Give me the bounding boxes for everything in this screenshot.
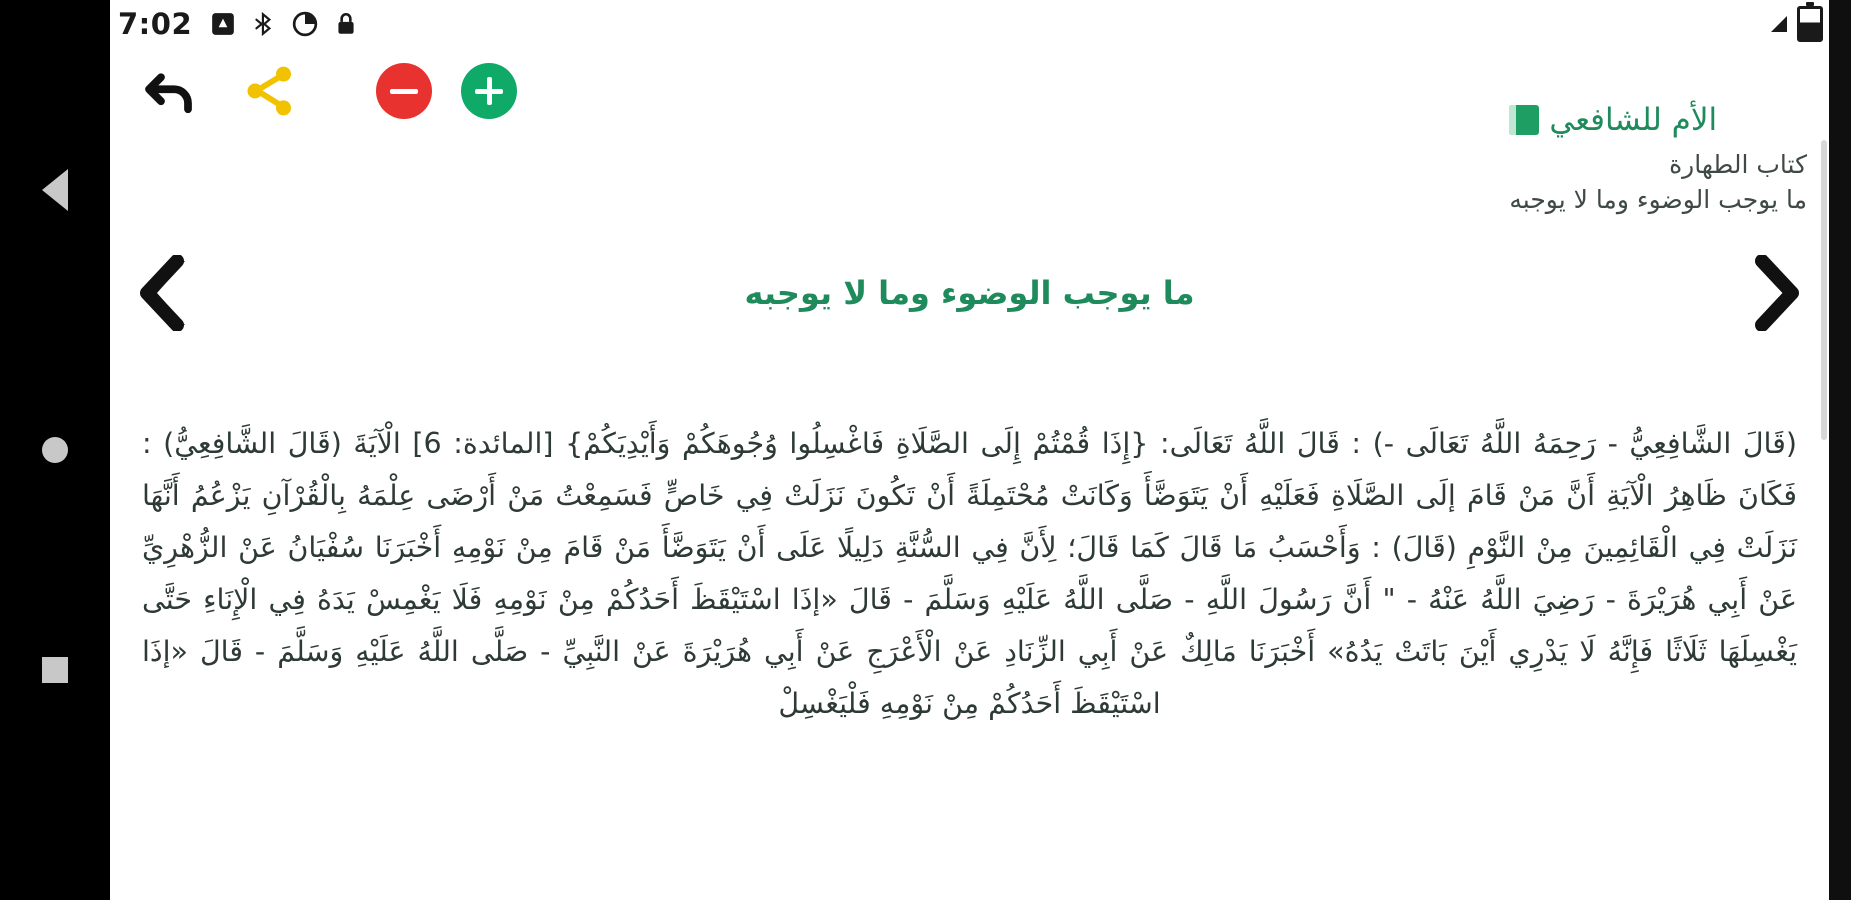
section-title: ما يوجب الوضوء وما لا يوجبه (744, 274, 1195, 312)
prev-page-button[interactable] (1719, 245, 1829, 341)
zoom-out-button[interactable] (375, 62, 433, 120)
vertical-scrollbar[interactable] (1821, 140, 1827, 440)
content-text-area[interactable] (128, 418, 1811, 900)
status-clock: 7:02 (118, 6, 193, 41)
right-edge-rail (1829, 0, 1851, 900)
book-title-row[interactable] (1509, 102, 1807, 138)
system-recents-button[interactable] (0, 635, 110, 705)
bluetooth-icon (251, 11, 277, 37)
zoom-out-circle (376, 63, 432, 119)
minus-icon (390, 89, 418, 94)
plus-icon-vertical (487, 77, 492, 105)
undo-button[interactable] (140, 60, 202, 122)
screenshot-icon (210, 11, 236, 37)
book-icon (1509, 105, 1539, 135)
undo-arrow-icon (141, 61, 201, 121)
system-nav-rail (0, 0, 110, 900)
book-title: الأم للشافعي (1549, 102, 1718, 138)
header-title-block (1509, 102, 1807, 214)
section-nav-row (110, 245, 1829, 341)
share-nodes-icon (240, 62, 298, 120)
home-circle-icon (42, 437, 68, 463)
recents-square-icon (42, 657, 68, 683)
system-home-button[interactable] (0, 415, 110, 485)
system-back-button[interactable] (0, 155, 110, 225)
lock-icon (333, 11, 359, 37)
zoom-in-circle (461, 63, 517, 119)
chevron-right-icon (1743, 255, 1805, 331)
pie-chart-icon (292, 11, 318, 37)
battery-icon (1797, 6, 1823, 42)
status-right-group (1771, 6, 1823, 42)
app-window (110, 0, 1829, 900)
app-toolbar (110, 48, 1829, 214)
status-bar (110, 0, 1829, 48)
back-triangle-icon (42, 169, 68, 211)
breadcrumb-book[interactable]: كتاب الطهارة (1669, 150, 1807, 179)
chevron-left-icon (134, 255, 196, 331)
zoom-in-button[interactable] (460, 62, 518, 120)
status-icon-group (210, 11, 359, 37)
share-button[interactable] (238, 60, 300, 122)
breadcrumb-chapter[interactable]: ما يوجب الوضوء وما لا يوجبه (1509, 185, 1807, 214)
signal-icon (1771, 16, 1787, 32)
next-page-button[interactable] (110, 245, 220, 341)
content-paragraph: (قَالَ الشَّافِعِيُّ - رَحِمَهُ اللَّهُ تَعَالَى -) : قَالَ اللَّهُ تَعَالَى: {إِذَا قُمْتُمْ إِلَى الصَّلَاةِ فَاغْسِلُوا وُجُوهَكُمْ وَأَيْدِيَكُمْ} [المائدة: 6] الْآيَةَ (قَالَ الشَّافِعِيُّ) : فَكَانَ ظَاهِرُ الْآيَةِ أَنَّ مَنْ قَامَ إلَى الصَّلَاةِ فَعَلَيْهِ أَنْ يَتَوَضَّأَ وَكَانَتْ مُحْتَمِلَةً أَنْ تَكُونَ نَزَلَتْ فِي خَاصٍّ فَسَمِعْتُ مَنْ أَرْضَى عِلْمَهُ بِالْقُرْآنِ يَزْعُمُ أَنَّهَا نَزَلَتْ فِي الْقَائِمِينَ مِنْ النَّوْمِ (قَالَ) : وَأَحْسَبُ مَا قَالَ كَمَا قَالَ؛ لِأَنَّ فِي السُّنَّةِ دَلِيلًا عَلَى أَنْ يَتَوَضَّأَ مَنْ قَامَ مِنْ نَوْمِهِ أَخْبَرَنَا سُفْيَانُ عَنْ الزُّهْرِيِّ عَنْ أَبِي هُرَيْرَةَ - رَضِيَ اللَّهُ عَنْهُ - " أَنَّ رَسُولَ اللَّهِ - صَلَّى اللَّهُ عَلَيْهِ وَسَلَّمَ - قَالَ «إذَا اسْتَيْقَظَ أَحَدُكُمْ مِنْ نَوْمِهِ فَلَا يَغْمِسْ يَدَهُ فِي الْإِنَاءِ حَتَّى يَغْسِلَهَا ثَلَاثًا فَإِنَّهُ لَا يَدْرِي أَيْنَ بَاتَتْ يَدُهُ» أَخْبَرَنَا مَالِكٌ عَنْ أَبِي الزِّنَادِ عَنْ الْأَعْرَجِ عَنْ أَبِي هُرَيْرَةَ عَنْ النَّبِيِّ - صَلَّى اللَّهُ عَلَيْهِ وَسَلَّمَ - قَالَ «إذَا اسْتَيْقَظَ أَحَدُكُمْ مِنْ نَوْمِهِ فَلْيَغْسِلْ (142, 427, 1797, 720)
